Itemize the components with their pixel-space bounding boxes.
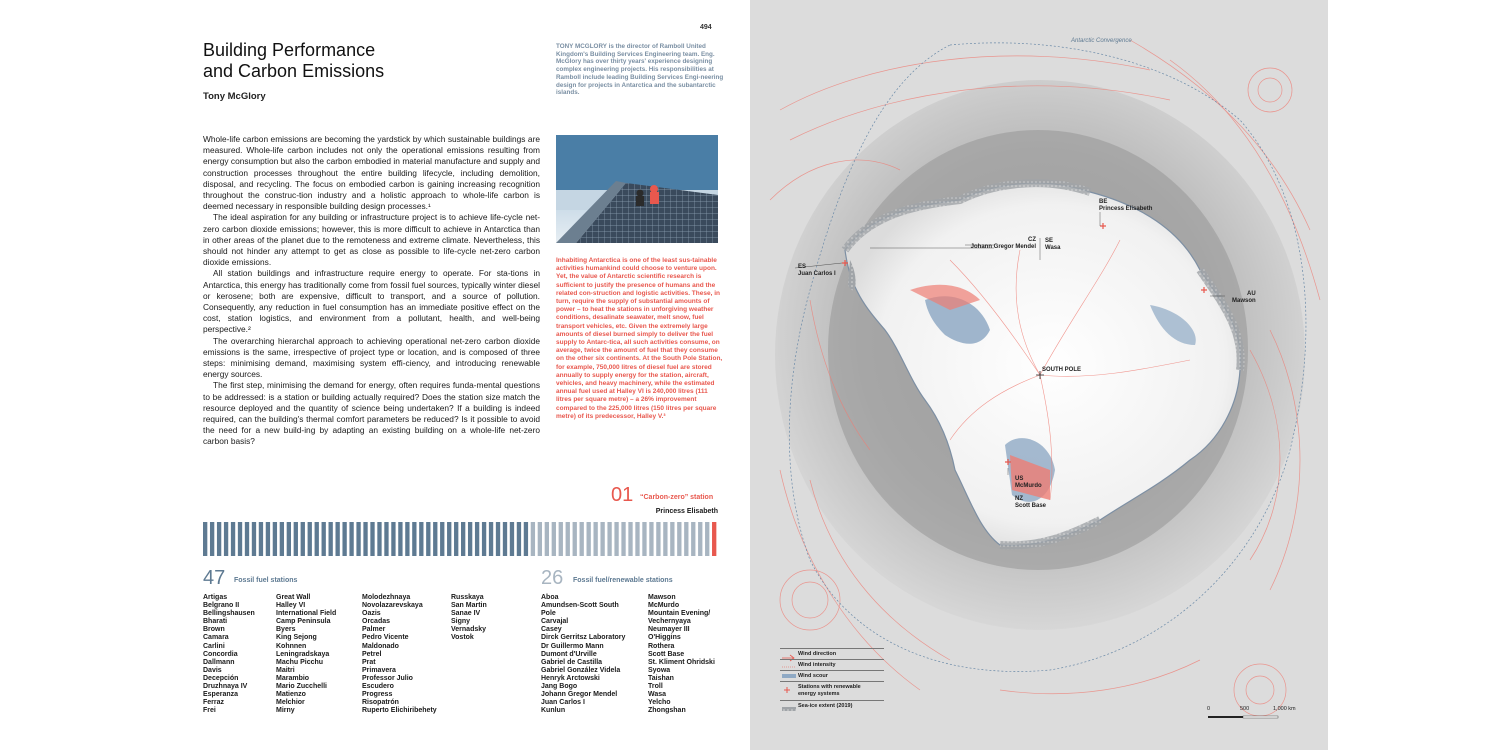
station-name: Mountain Evening/ (648, 610, 711, 618)
fossil-label: Fossil fuel stations (234, 577, 298, 584)
station-bar-mixed (573, 522, 577, 556)
station-name: Great Wall (276, 594, 311, 601)
paragraph: The overarching hierarchal approach to achieving operational net-zero carbon dioxide emissions is the same, irrespective of project type or location, and is composed of three steps: minimising demand, maximising system effi-ciency, and introducing renewable energy sources. (203, 335, 540, 380)
station-label-se: SE Wasa (1045, 238, 1061, 251)
station-bar-fossil (203, 522, 207, 556)
station-name: Carvajal (541, 618, 569, 626)
station-bar-fossil (315, 522, 319, 556)
station-bar-mixed (580, 522, 584, 556)
station-name: Taishan (648, 674, 674, 682)
station-bar-fossil (252, 522, 256, 556)
station-name: Davis (203, 666, 222, 674)
station-bar-fossil (266, 522, 270, 556)
station-name: Dallmann (203, 658, 235, 666)
station-bar-fossil (238, 522, 242, 556)
station-label-nz: NZ Scott Base (1015, 496, 1047, 509)
station-bar-mixed (649, 522, 653, 556)
station-bar-mixed (566, 522, 570, 556)
station-name: Syowa (648, 666, 671, 674)
station-name: Mawson (648, 594, 676, 601)
station-name: Kunlun (541, 707, 566, 715)
station-name: Palmer (362, 626, 386, 634)
antarctica-map (750, 0, 1328, 750)
station-label-us: US McMurdo (1015, 476, 1042, 489)
station-label-es: ES Juan Carlos I (798, 264, 836, 277)
station-bar-fossil (391, 522, 395, 556)
station-name: Escudero (362, 683, 394, 691)
station-name: Carlini (203, 642, 225, 650)
station-name: Progress (362, 691, 393, 699)
station-bar-fossil (440, 522, 444, 556)
station-bar-fossil (468, 522, 472, 556)
station-name: McMurdo (648, 602, 680, 610)
station-name: Druzhnaya IV (203, 683, 248, 691)
station-bar-fossil (405, 522, 409, 556)
station-name: Vostok (451, 634, 474, 642)
station-bar-fossil (461, 522, 465, 556)
station-name: Signy (451, 618, 471, 626)
feature-label: “Carbon-zero” station (640, 494, 714, 501)
station-bar-fossil (308, 522, 312, 556)
legend-wind-intensity: Wind intensity (780, 659, 884, 670)
station-bar-fossil (482, 522, 486, 556)
station-name: Johann Gregor Mendel (541, 691, 618, 699)
station-name: Concordia (203, 650, 238, 658)
station-name: Maitri (276, 666, 295, 674)
station-bar-fossil (322, 522, 326, 556)
station-name: Maldonado (362, 642, 399, 650)
station-bar-mixed (691, 522, 695, 556)
station-bar-mixed (621, 522, 625, 556)
station-bar-fossil (517, 522, 521, 556)
paragraph: Whole-life carbon emissions are becoming the yardstick by which sustainable buildings are measured. Whole-life carbon includes not only the operational emissions resulting from energy consumption but also the carbon embodied in material manufacture and supply and construction processes throughout the entire building lifecycle, including demolition, disposal, and recycling. The focus on embodied carbon is gaining increasing recognition throughout the construc-tion industry and a holistic approach to whole-life carbon is deemed necessary in responsible building design processes.¹ (203, 134, 540, 212)
article-title (203, 40, 523, 82)
station-name: Ferraz (203, 699, 225, 707)
station-name: Belgrano II (203, 602, 240, 610)
station-name: Mario Zucchelli (276, 683, 327, 691)
station-name: Aboa (541, 594, 559, 601)
station-name: Professor Julio (362, 674, 413, 682)
station-name: Henryk Arctowski (541, 674, 600, 682)
station-name: Scott Base (648, 650, 685, 658)
article-author: Tony McGlory (203, 91, 266, 102)
station-bar-mixed (698, 522, 702, 556)
station-bar-mixed (628, 522, 632, 556)
station-name: Troll (648, 683, 663, 691)
mixed-station-list-2 (648, 594, 715, 715)
station-bar-fossil (489, 522, 493, 556)
station-name: International Field (276, 610, 337, 618)
station-bar-mixed (684, 522, 688, 556)
feature-number: 01 (611, 484, 634, 506)
solar-panel-photo (556, 135, 718, 243)
station-name: Novolazarevskaya (362, 602, 423, 610)
fossil-station-list-4 (451, 594, 487, 643)
mixed-station-list-1 (541, 594, 625, 715)
station-name: Marambio (276, 674, 310, 682)
station-bar-fossil (398, 522, 402, 556)
paragraph: All station buildings and infrastructure require energy to operate. For sta-tions in Antarctica, this energy has traditionally come from fossil fuel sources, typically winter diesel or kerosene; both are expensive, difficult to transport, and a source of pollution. Consequently, any reduction in fuel consumption has an immediate positive effect on the cost, station logistics, and environment from a pollutant, health, and well-being perspective.² (203, 268, 540, 335)
station-bar-fossil (454, 522, 458, 556)
station-bar-mixed (635, 522, 639, 556)
station-name: Wasa (648, 691, 667, 699)
station-count-bars (203, 522, 719, 556)
station-bar-mixed (538, 522, 542, 556)
station-bar-mixed (587, 522, 591, 556)
station-bar-mixed (642, 522, 646, 556)
station-name: Vernadsky (451, 626, 487, 634)
station-name: Vechernyaya (648, 618, 691, 626)
station-bar-fossil (524, 522, 528, 556)
station-bar-mixed (607, 522, 611, 556)
station-name: Risopatrón (362, 699, 399, 707)
station-bar-fossil (503, 522, 507, 556)
station-name: Matienzo (276, 691, 306, 699)
station-bar-mixed (559, 522, 563, 556)
station-bar-mixed (552, 522, 556, 556)
station-name: Mirny (276, 707, 295, 715)
station-name: Prat (362, 658, 376, 666)
station-name: Casey (541, 626, 562, 634)
station-bar-fossil (245, 522, 249, 556)
station-bar-fossil (510, 522, 514, 556)
station-bar-mixed (677, 522, 681, 556)
station-label-au: AU Mawson (1232, 291, 1256, 304)
map-legend (780, 648, 884, 711)
station-bar-fossil (210, 522, 214, 556)
station-name: Pedro Vicente (362, 634, 409, 642)
station-name: Camara (203, 634, 229, 642)
station-label-cz: CZ Johann Gregor Mendel (970, 237, 1036, 250)
station-bar-fossil (294, 522, 298, 556)
station-name: Zhongshan (648, 707, 686, 715)
paragraph: The first step, minimising the demand for energy, often requires funda-mental questions to be addressed: is a station or building actually required? Does the station size match the resource deployed and the quantity of science being undertaken? If a building is indeed required, can the building's thermal comfort parameters be reduced? Is it possible to avoid the need for a new build-ing by adapting an existing building on a whole-life net-zero carbon basis? (203, 380, 540, 447)
station-bar-fossil (412, 522, 416, 556)
map-illustration (750, 0, 1328, 750)
station-name: Brown (203, 626, 225, 634)
station-bar-fossil (342, 522, 346, 556)
fossil-station-list-1 (203, 594, 255, 715)
station-name: Dumont d'Urville (541, 650, 597, 658)
station-bar-fossil (335, 522, 339, 556)
legend-wind-scour: Wind scour (780, 670, 884, 681)
station-name: Rothera (648, 642, 675, 650)
station-name: Leningradskaya (276, 650, 330, 658)
station-bar-fossil (217, 522, 221, 556)
outer-margin (1328, 0, 1500, 750)
station-bar-fossil (496, 522, 500, 556)
station-bar-fossil (363, 522, 367, 556)
station-bar-mixed (670, 522, 674, 556)
station-bar-fossil (370, 522, 374, 556)
legend-wind-direction: Wind direction (780, 648, 884, 659)
station-bar-fossil (426, 522, 430, 556)
title-line-2: and Carbon Emissions (203, 61, 385, 81)
station-name: Russkaya (451, 594, 484, 601)
title-line-1: Building Performance (203, 40, 376, 60)
mixed-label: Fossil fuel/renewable stations (573, 577, 673, 584)
station-name: Halley VI (276, 602, 306, 610)
station-name: Gabriel González Videla (541, 666, 621, 674)
legend-sea-ice: Sea-ice extent (2019) (780, 700, 884, 711)
author-bio: TONY MCGLORY is the director of Ramboll United Kingdom's Building Services Engineering team. Eng. McGlory has over thirty years' experience designing complex engineering projects. His responsibilities at Ramboll include leading Building Services Engi-neering design for projects in Antarctica and the subantarctic islands. (556, 43, 724, 97)
station-name: Bellingshausen (203, 610, 255, 618)
station-name: Oazis (362, 610, 381, 618)
station-bar-fossil (301, 522, 305, 556)
station-name: Primavera (362, 666, 396, 674)
station-bar-fossil (349, 522, 353, 556)
station-bar-mixed (545, 522, 549, 556)
station-bar-fossil (475, 522, 479, 556)
feature-station: Princess Elisabeth (655, 508, 718, 515)
fossil-station-list-3 (362, 594, 437, 715)
station-bar-mixed (614, 522, 618, 556)
station-bar-fossil (259, 522, 263, 556)
station-name: Pole (541, 610, 556, 618)
station-name: Gabriel de Castilla (541, 658, 603, 666)
mixed-count: 26 (541, 567, 564, 589)
station-bar-fossil (273, 522, 277, 556)
sidebar-text: Inhabiting Antarctica is one of the least sus-tainable activities humankind could choose to venture upon. Yet, the value of Antarctic scientific research is sufficient to justify the presence of humans and the related con-struction and logistic activities. These, in turn, require the supply of substantial amounts of power – to heat the stations in unforgiving weather conditions, desalinate seawater, melt snow, fuel transport vehicles, etc. Given the extremely large amounts of diesel burned simply to deliver the fuel supply to Antarc-tica, all such activities consume, on average, twice the amount of fuel that they consume on the other six continents. At the South Pole Station, for example, 750,000 litres of diesel fuel are stored annually to supply energy for the station, aircraft, vehicles, and heavy machinery, while the estimated annual fuel used at Halley VI is 240,000 litres (111 litres per square metre) – a 26% improvement compared to the 225,000 litres (150 litres per square metre) of its predecessor, Halley V.³ (556, 257, 723, 420)
station-name: Petrel (362, 650, 382, 658)
station-bar-fossil (419, 522, 423, 556)
south-pole-label: SOUTH POLE (1042, 367, 1082, 373)
station-name: Frei (203, 707, 216, 715)
station-bar-mixed (593, 522, 597, 556)
page-number: 494 (700, 24, 712, 31)
station-name: Molodezhnaya (362, 594, 411, 601)
station-bar-fossil (433, 522, 437, 556)
convergence-label: Antarctic Convergence (1071, 38, 1132, 44)
station-bar-fossil (384, 522, 388, 556)
station-name: Artigas (203, 594, 228, 601)
station-name: King Sejong (276, 634, 317, 642)
legend-renewables: Stations with renewable energy systems (780, 681, 884, 700)
station-bar-mixed (705, 522, 709, 556)
station-bar-fossil (224, 522, 228, 556)
station-name: Jang Bogo (541, 683, 578, 691)
station-name: Kohnnen (276, 642, 307, 650)
station-name: O'Higgins (648, 634, 681, 642)
station-name: Juan Carlos I (541, 699, 585, 707)
station-name: Bharati (203, 618, 228, 626)
station-bar-carbon-zero (712, 522, 716, 556)
station-bar-fossil (356, 522, 360, 556)
station-bar-fossil (329, 522, 333, 556)
station-name: San Martin (451, 602, 487, 610)
station-bar-mixed (656, 522, 660, 556)
station-bar-fossil (377, 522, 381, 556)
scale-bar-graphic (1208, 716, 1278, 718)
station-bar-fossil (280, 522, 284, 556)
article-body (203, 134, 540, 448)
station-name: Esperanza (203, 691, 239, 699)
station-bar-fossil (447, 522, 451, 556)
station-name: Camp Peninsula (276, 618, 331, 626)
station-name: Decepción (203, 674, 239, 682)
station-label-be: BE Princess Elisabeth (1099, 199, 1153, 212)
station-name: Yelcho (648, 699, 671, 707)
photo-illustration (556, 135, 718, 243)
fossil-count: 47 (203, 567, 226, 589)
station-bar-fossil (287, 522, 291, 556)
station-name: Orcadas (362, 618, 391, 626)
station-bar-mixed (600, 522, 604, 556)
station-name: Dirck Gerritsz Laboratory (541, 634, 626, 642)
station-name: St. Kliment Ohridski (648, 658, 715, 666)
paragraph: The ideal aspiration for any building or infrastructure project is to achieve life-cycle net-zero carbon dioxide emissions; however, this is more difficult to achieve in Antarctica than in other areas of the planet due to the remoteness and extreme climate. Nevertheless, this should not hinder any attempt to get as close as possible to life-cycle net-zero carbon dioxide emissions. (203, 212, 540, 268)
station-name: Melchior (276, 699, 305, 707)
station-bar-mixed (531, 522, 535, 556)
fossil-station-list-2 (276, 594, 336, 715)
station-bar-fossil (231, 522, 235, 556)
station-name: Dr Guillermo Mann (541, 642, 604, 650)
station-name: Machu Picchu (276, 658, 324, 666)
station-name: Ruperto Elichiribehety (362, 707, 437, 715)
station-name: Byers (276, 626, 296, 634)
station-name: Amundsen-Scott South (541, 602, 619, 610)
station-bar-mixed (663, 522, 667, 556)
station-name: Neumayer III (648, 626, 690, 634)
station-name: Sanae IV (451, 610, 481, 618)
